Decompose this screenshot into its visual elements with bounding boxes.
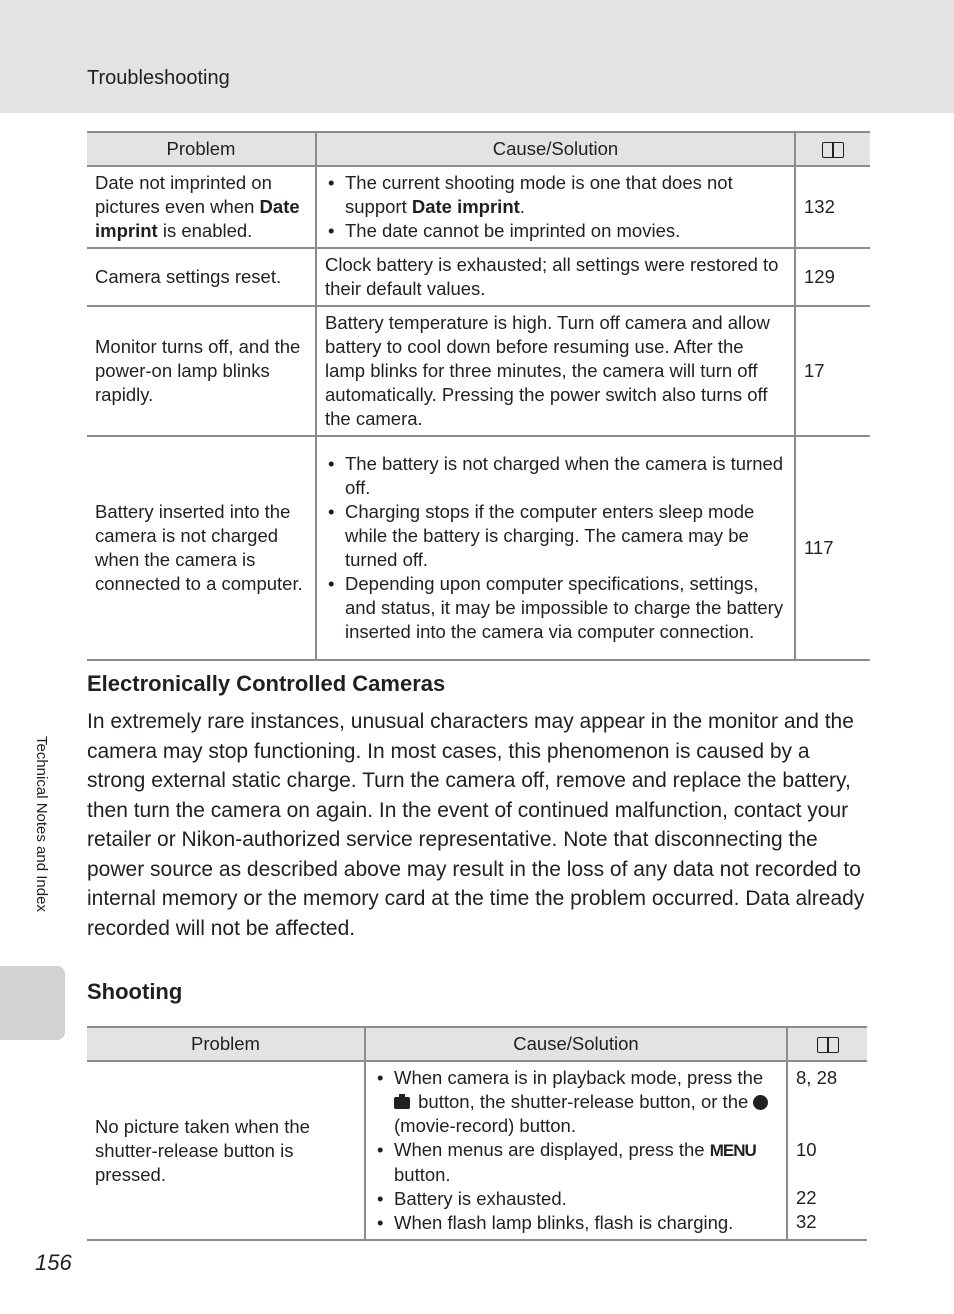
section-heading: Shooting	[87, 979, 183, 1004]
reference-page: 132	[795, 166, 870, 248]
list-item: • Depending upon computer specifications, settings, and status, it may be impossible to charge the battery inserted into the camera via computer connection.	[325, 572, 786, 644]
problem-cell: Camera settings reset.	[87, 248, 316, 306]
column-header-problem: Problem	[87, 132, 316, 166]
reference-page: 10	[796, 1139, 817, 1160]
list-item: • When menus are displayed, press the MENU button.	[374, 1138, 778, 1187]
column-header-cause: Cause/Solution	[316, 132, 795, 166]
troubleshooting-table	[87, 131, 870, 661]
cause-cell	[365, 1061, 787, 1240]
page-number: 156	[35, 1250, 72, 1275]
list-item: • The current shooting mode is one that does not support Date imprint.	[325, 171, 786, 219]
table-row	[87, 1061, 867, 1240]
problem-cell: Battery inserted into the camera is not charged when the camera is connected to a computer.	[87, 436, 316, 660]
list-item: • The battery is not charged when the camera is turned off.	[325, 452, 786, 500]
shooting-mode-camera-icon	[394, 1097, 410, 1109]
book-reference-icon	[817, 1036, 839, 1054]
movie-record-dot-icon	[753, 1095, 768, 1110]
table-row	[87, 436, 870, 660]
reference-spacer	[796, 1162, 859, 1186]
column-header-reference	[787, 1027, 867, 1061]
table-header-row	[87, 132, 870, 166]
list-item: • When camera is in playback mode, press the button, the shutter-release button, or the (movie-record) button.	[374, 1066, 778, 1138]
table-row	[87, 306, 870, 436]
reference-page: 22	[796, 1187, 817, 1208]
problem-cell: No picture taken when the shutter-release button is pressed.	[87, 1061, 365, 1240]
column-header-cause: Cause/Solution	[365, 1027, 787, 1061]
reference-page: 17	[795, 306, 870, 436]
setting-name: Date imprint	[411, 196, 520, 217]
list-item: • The date cannot be imprinted on movies.	[325, 219, 786, 243]
table-header-row	[87, 1027, 867, 1061]
running-head: Troubleshooting	[87, 67, 230, 89]
book-reference-icon	[822, 141, 844, 159]
table-row	[87, 248, 870, 306]
column-header-problem: Problem	[87, 1027, 365, 1061]
body-paragraph: In extremely rare instances, unusual characters may appear in the monitor and the camera may stop functioning. In most cases, this phenomenon is caused by a strong external static charge. Turn the camera off, remove and replace the battery, then turn the camera on again. In the event of continued malfunction, contact your retailer or Nikon-authorized service representative. Note that disconnecting the power source as described above may result in the loss of any data not recorded to internal memory or the memory card at the time the problem occurred. Data already recorded will not be affected.	[87, 710, 865, 940]
list-item: • When flash lamp blinks, flash is charging.	[374, 1211, 778, 1235]
list-item: • Battery is exhausted.	[374, 1187, 778, 1211]
column-header-reference	[795, 132, 870, 166]
setting-name: Date imprint	[95, 196, 300, 241]
reference-page: 8, 28	[796, 1067, 838, 1088]
reference-page: 129	[795, 248, 870, 306]
list-item: • Charging stops if the computer enters sleep mode while the battery is charging. The camera may be turned off.	[325, 500, 786, 572]
menu-button-glyph: MENU	[709, 1141, 756, 1160]
cause-cell	[316, 436, 795, 660]
table-row	[87, 166, 870, 248]
problem-cell: Monitor turns off, and the power-on lamp blinks rapidly.	[87, 306, 316, 436]
reference-page: 32	[796, 1211, 817, 1232]
side-tab	[0, 966, 65, 1040]
section-heading: Electronically Controlled Cameras	[87, 671, 446, 696]
side-tab-label: Technical Notes and Index	[33, 736, 50, 912]
reference-spacer	[796, 1090, 859, 1138]
cause-cell: Battery temperature is high. Turn off camera and allow battery to cool down before resuming use. After the lamp blinks for three minutes, the camera will turn off automatically. Pressing the power switch also turns off the camera.	[316, 306, 795, 436]
header-band	[0, 0, 954, 113]
cause-cell	[316, 166, 795, 248]
reference-pages	[787, 1061, 867, 1240]
shooting-table	[87, 1026, 867, 1241]
cause-cell: Clock battery is exhausted; all settings were restored to their default values.	[316, 248, 795, 306]
reference-page: 117	[795, 436, 870, 660]
problem-cell: Date not imprinted on pictures even when Date imprint is enabled.	[87, 166, 316, 248]
